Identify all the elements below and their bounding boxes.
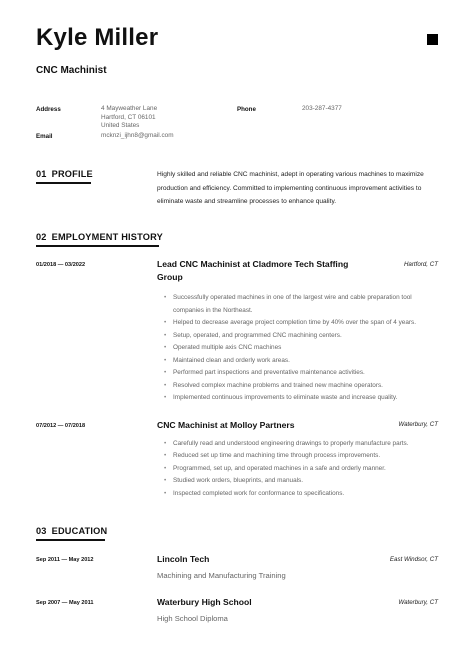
- education-dates: Sep 2011 — May 2012: [36, 557, 94, 563]
- section-heading: PROFILE: [51, 169, 93, 179]
- job-duty: • Inspected completed work for conformance to specifications.: [164, 488, 440, 500]
- candidate-name: Kyle Miller: [36, 24, 159, 51]
- education-section-title: [36, 526, 107, 536]
- job-duty: • Helped to decrease average project completion time by 40% over the span of 4 years.: [164, 317, 440, 330]
- address-line: United States: [101, 122, 140, 129]
- job-heading: CNC Machinist at Molloy Partners: [157, 420, 295, 430]
- email-label: Email: [36, 133, 53, 140]
- square-logo-icon: [427, 34, 438, 45]
- section-number: 01: [36, 169, 47, 179]
- job-duties-list: [164, 438, 440, 500]
- job-dates: 01/2018 — 03/2022: [36, 262, 86, 268]
- job-location: Hartford, CT: [403, 261, 438, 268]
- job-duty: • Carefully read and understood engineering drawings to properly manufacture parts.: [164, 438, 440, 450]
- school-name: Lincoln Tech: [157, 554, 210, 564]
- profile-underline: [36, 182, 91, 184]
- job-duty: • Resolved complex machine problems and trained new machine operators.: [164, 380, 440, 393]
- degree: Machining and Manufacturing Training: [157, 571, 286, 580]
- address-line: Hartford, CT 06101: [101, 113, 156, 121]
- employment-section-title: [36, 232, 163, 242]
- profile-section-title: [36, 169, 93, 179]
- employment-underline: [36, 245, 159, 247]
- job-duty: • Programmed, set up, and operated machines in a safe and orderly manner.: [164, 463, 440, 475]
- education-underline: [36, 539, 105, 541]
- job-duty: • Operated multiple axis CNC machines: [164, 342, 440, 355]
- address-value: [101, 105, 157, 131]
- school-location: Waterbury, CT: [398, 599, 438, 606]
- job-duty: • Implemented continuous improvements to eliminate waste and increase quality.: [164, 392, 440, 405]
- job-dates: 07/2012 — 07/2018: [36, 423, 86, 429]
- candidate-title: CNC Machinist: [36, 65, 107, 76]
- job-duty: • Reduced set up time and machining time through process improvements.: [164, 450, 440, 462]
- section-heading: EDUCATION: [51, 526, 108, 536]
- job-duty: • Setup, operated, and programmed CNC machining centers.: [164, 330, 440, 343]
- job-duty: • Maintained clean and orderly work areas.: [164, 355, 440, 368]
- section-heading: EMPLOYMENT HISTORY: [51, 232, 163, 242]
- job-duty: • Studied work orders, blueprints, and manuals.: [164, 475, 440, 487]
- job-duty: • Successfully operated machines in one of the largest wire and cable preparation tool companies in the Northeast.: [164, 292, 440, 317]
- education-dates: Sep 2007 — May 2011: [36, 600, 94, 606]
- school-location: East Windsor, CT: [389, 556, 438, 563]
- address-line: 4 Mayweather Lane: [101, 105, 158, 112]
- phone-value: 203-287-4377: [302, 105, 342, 112]
- section-number: 03: [36, 526, 47, 536]
- phone-label: Phone: [237, 106, 256, 113]
- degree: High School Diploma: [157, 614, 228, 623]
- school-name: Waterbury High School: [157, 597, 252, 607]
- profile-summary: Highly skilled and reliable CNC machinist, adept in operating various machines to maximize production and efficiency. Committed to implementing continuous improvement activities to eliminate waste and streamline processes to enhance quality.: [157, 171, 424, 206]
- job-duty: • Performed part inspections and preventative maintenance activities.: [164, 367, 440, 380]
- email-value: mcknzi_ijhn8@gmail.com: [101, 132, 174, 139]
- address-label: Address: [36, 106, 61, 113]
- job-location: Waterbury, CT: [398, 421, 438, 428]
- job-heading: Lead CNC Machinist at Cladmore Tech Staffing Group: [157, 259, 349, 282]
- job-duties-list: [164, 292, 440, 405]
- section-number: 02: [36, 232, 47, 242]
